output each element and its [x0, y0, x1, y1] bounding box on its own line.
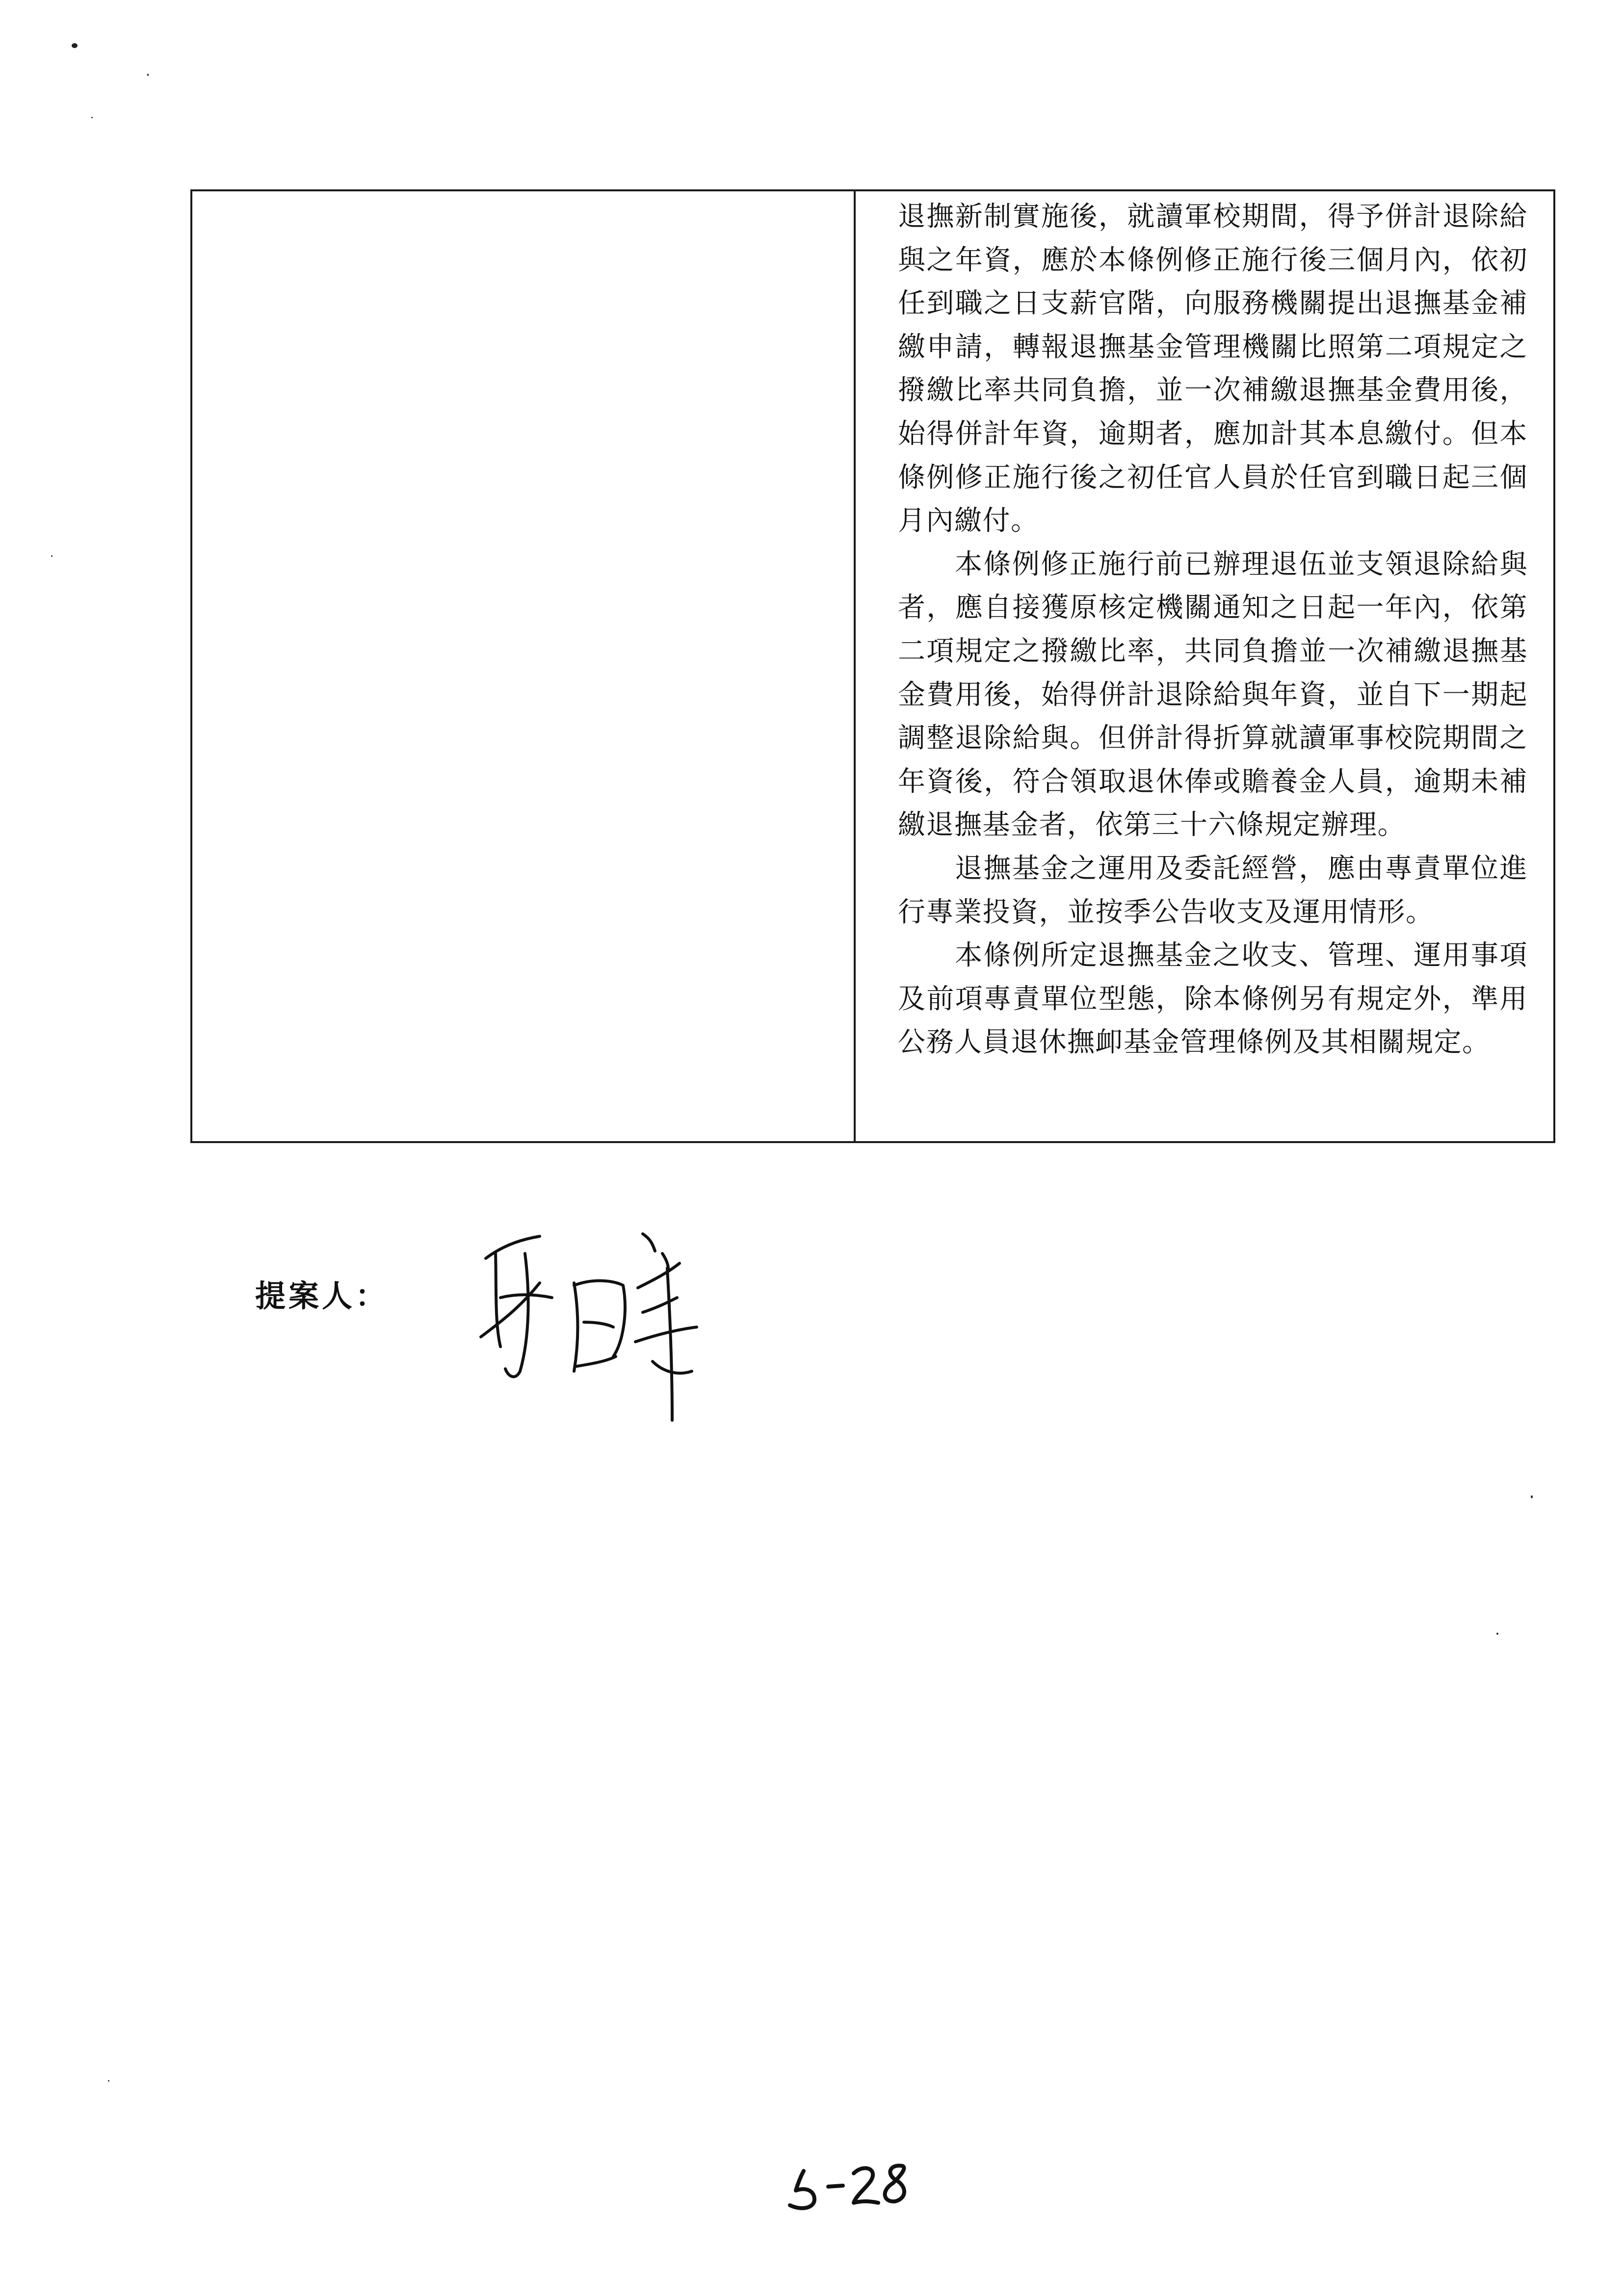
proposer-label: 提案人： — [255, 1278, 389, 1314]
handwritten-signature — [466, 1224, 721, 1425]
explanation-paragraph: 本條例所定退撫基金之收支、管理、運用事項及前項專責單位型態，除本條例另有規定外，準用公務人員退休撫卹基金管理條例及其相關規定。 — [898, 939, 1528, 1059]
scan-speck — [91, 117, 93, 118]
scan-speck — [72, 43, 78, 48]
table-left-column — [192, 191, 856, 1141]
amendment-table — [190, 189, 1555, 1143]
scan-speck — [108, 2080, 109, 2082]
table-right-column — [856, 191, 1553, 1141]
explanation-paragraph: 本條例修正施行前已辦理退伍並支領退除給與者，應自接獲原核定機關通知之日起一年內，依第二項規定之撥繳比率，共同負擔並一次補繳退撫基金費用後，始得併計退除給與年資，並自下一期起調整退除給與。但併計得折算就讀軍事校院期間之年資後，符合領取退休俸或贍養金人員，逾期未補繳退撫基金者，依第三十六條規定辦理。 — [898, 548, 1528, 841]
scan-speck — [1496, 1633, 1498, 1635]
scan-speck — [147, 74, 149, 76]
scan-speck — [51, 555, 52, 557]
explanation-paragraph: 退撫新制實施後，就讀軍校期間，得予併計退除給與之年資，應於本條例修正施行後三個月內，依初任到職之日支薪官階，向服務機關提出退撫基金補繳申請，轉報退撫基金管理機關比照第二項規定之撥繳比率共同負擔，並一次補繳退撫基金費用後，始得併計年資，逾期者，應加計其本息繳付。但本條例修正施行後之初任官人員於任官到職日起三個月內繳付。 — [898, 201, 1528, 537]
scan-speck — [1531, 1495, 1533, 1498]
page-number — [780, 2156, 913, 2215]
explanation-paragraph: 退撫基金之運用及委託經營，應由專責單位進行專業投資，並按季公告收支及運用情形。 — [898, 852, 1528, 928]
